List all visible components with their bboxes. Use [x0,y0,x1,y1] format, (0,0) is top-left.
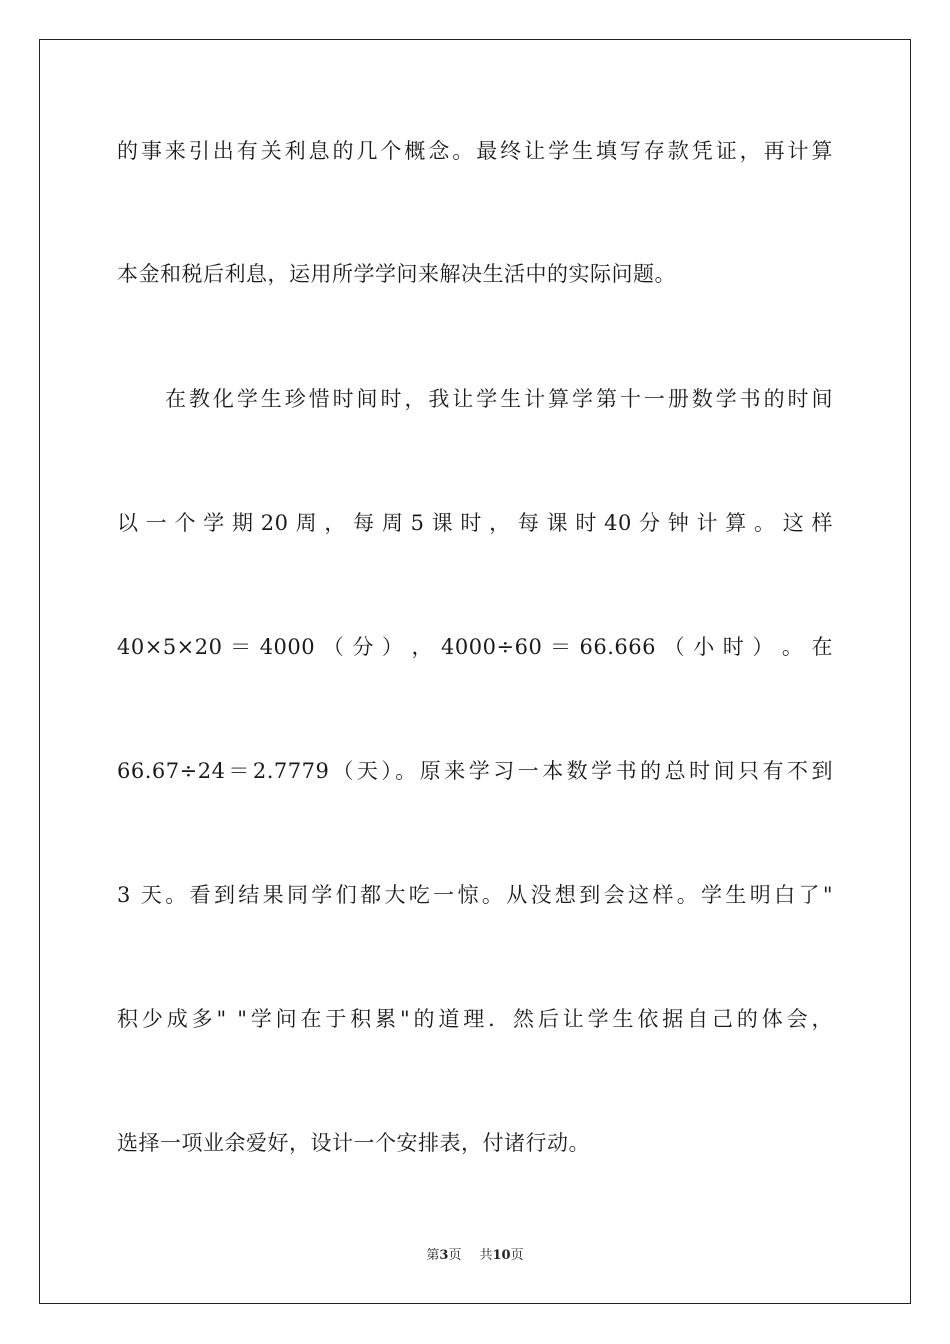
text-line-3: 在教化学生珍惜时间时，我让学生计算学第十一册数学书的时间 [165,387,833,411]
text-line-5: 40×5×20 ＝ 4000 （ 分 ） ， 4000÷60 ＝ 66.666 （ 小 时 ） 。 在 [117,635,833,659]
footer-page-number: 3 [439,1248,449,1263]
text-line-9: 选择一项业余爱好，设计一个安排表，付诸行动。 [117,1131,590,1155]
footer-page-prefix: 第 [426,1248,440,1263]
text-line-2: 本金和税后利息，运用所学学问来解决生活中的实际问题。 [117,262,676,286]
text-line-7: 3 天。看到结果同学们都大吃一惊。从没想到会这样。学生明白了" [117,883,833,907]
footer-page-suffix: 页 [448,1248,462,1263]
text-line-1: 的事来引出有关利息的几个概念。最终让学生填写存款凭证，再计算 [117,139,833,163]
text-line-8: 积少成多" "学问在于积累"的道理．然后让学生依据自己的体会， [117,1007,833,1031]
page-footer [0,1247,950,1265]
text-line-6: 66.67÷24＝2.7779（天）。原来学习一本数学书的总时间只有不到 [117,759,833,783]
footer-total-suffix: 页 [510,1248,524,1263]
page-border [39,39,911,1304]
footer-total-prefix: 共 [479,1248,493,1263]
footer-total-number: 10 [492,1248,511,1263]
text-line-4: 以 一 个 学 期 20 周 ， 每 周 5 课 时 ， 每 课 时 40 分 钟 计 算 。 这 样 [117,511,833,535]
